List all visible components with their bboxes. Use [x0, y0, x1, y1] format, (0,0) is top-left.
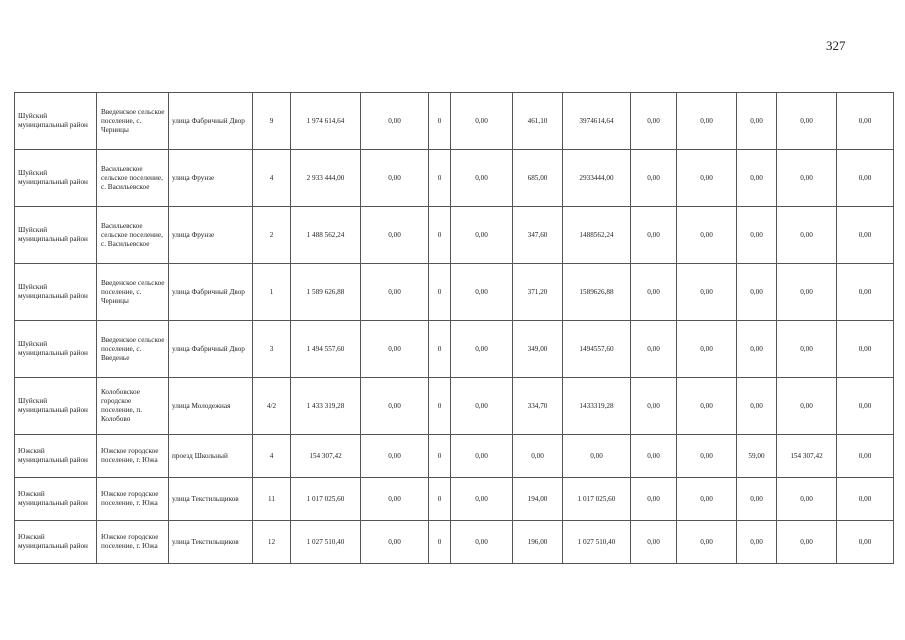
page-number: 327 [826, 38, 846, 53]
table-row [15, 435, 894, 478]
cell-total-cost: 1 494 557,60 [291, 321, 361, 378]
cell-col-11: 0,00 [631, 478, 677, 521]
cell-district: Шуйский муниципальный район [15, 321, 97, 378]
cell-col-13: 0,00 [737, 150, 777, 207]
cell-col-11: 0,00 [631, 321, 677, 378]
cell-col-12: 0,00 [677, 93, 737, 150]
cell-cost: 1 027 510,40 [563, 521, 631, 564]
cell-col-15: 0,00 [837, 478, 894, 521]
cell-district: Шуйский муниципальный район [15, 264, 97, 321]
cell-col-14: 0,00 [777, 478, 837, 521]
cell-house-number: 11 [253, 478, 291, 521]
cell-street: улица Текстильщиков [169, 521, 253, 564]
cell-col-14: 154 307,42 [777, 435, 837, 478]
table-row [15, 93, 894, 150]
cell-area: 461,10 [513, 93, 563, 150]
cell-col-15: 0,00 [837, 150, 894, 207]
cell-col-7: 0 [429, 93, 451, 150]
cell-settlement: Введенское сельское поселение, с. Введенье [97, 321, 169, 378]
cell-street: проезд Школьный [169, 435, 253, 478]
cell-total-cost: 1 017 025,60 [291, 478, 361, 521]
cell-col-15: 0,00 [837, 378, 894, 435]
cell-district: Шуйский муниципальный район [15, 150, 97, 207]
cell-house-number: 4 [253, 150, 291, 207]
cell-col-14: 0,00 [777, 521, 837, 564]
cell-col-8: 0,00 [451, 478, 513, 521]
cell-house-number: 2 [253, 207, 291, 264]
cell-district: Южский муниципальный район [15, 435, 97, 478]
cell-col-14: 0,00 [777, 93, 837, 150]
cell-total-cost: 154 307,42 [291, 435, 361, 478]
cell-total-cost: 1 488 562,24 [291, 207, 361, 264]
cell-col-13: 0,00 [737, 93, 777, 150]
cell-cost: 3974614,64 [563, 93, 631, 150]
cell-district: Южский муниципальный район [15, 521, 97, 564]
cell-col-12: 0,00 [677, 207, 737, 264]
cell-col-7: 0 [429, 321, 451, 378]
cell-settlement: Южское городское поселение, г. Южа [97, 435, 169, 478]
cell-col-8: 0,00 [451, 521, 513, 564]
cell-col-14: 0,00 [777, 207, 837, 264]
table-row [15, 521, 894, 564]
cell-settlement: Южское городское поселение, г. Южа [97, 478, 169, 521]
cell-total-cost: 1 433 319,28 [291, 378, 361, 435]
cell-col-8: 0,00 [451, 264, 513, 321]
cell-col-12: 0,00 [677, 435, 737, 478]
cell-cost: 1589626,88 [563, 264, 631, 321]
cell-total-cost: 1 589 626,88 [291, 264, 361, 321]
cell-col-6: 0,00 [361, 264, 429, 321]
cell-col-14: 0,00 [777, 321, 837, 378]
cell-col-13: 0,00 [737, 264, 777, 321]
cell-cost: 1488562,24 [563, 207, 631, 264]
cell-house-number: 1 [253, 264, 291, 321]
cell-col-6: 0,00 [361, 521, 429, 564]
cell-house-number: 4 [253, 435, 291, 478]
cell-col-8: 0,00 [451, 150, 513, 207]
cell-col-11: 0,00 [631, 207, 677, 264]
cell-col-11: 0,00 [631, 435, 677, 478]
cell-street: улица Фрунзе [169, 150, 253, 207]
cell-total-cost: 1 027 510,40 [291, 521, 361, 564]
cell-col-15: 0,00 [837, 321, 894, 378]
cell-col-14: 0,00 [777, 378, 837, 435]
cell-col-8: 0,00 [451, 93, 513, 150]
cell-col-6: 0,00 [361, 93, 429, 150]
cell-col-12: 0,00 [677, 264, 737, 321]
cell-street: улица Молодежная [169, 378, 253, 435]
cell-col-6: 0,00 [361, 150, 429, 207]
table-row [15, 207, 894, 264]
cell-district: Шуйский муниципальный район [15, 207, 97, 264]
cell-house-number: 4/2 [253, 378, 291, 435]
cell-col-7: 0 [429, 150, 451, 207]
cell-col-11: 0,00 [631, 378, 677, 435]
cell-area: 194,00 [513, 478, 563, 521]
cell-area: 371,20 [513, 264, 563, 321]
cell-col-7: 0 [429, 264, 451, 321]
cell-col-11: 0,00 [631, 150, 677, 207]
cell-col-8: 0,00 [451, 435, 513, 478]
cell-col-7: 0 [429, 378, 451, 435]
cell-settlement: Васильевское сельское поселение, с. Васильевское [97, 207, 169, 264]
cell-col-15: 0,00 [837, 435, 894, 478]
table-row [15, 321, 894, 378]
cell-col-12: 0,00 [677, 521, 737, 564]
cell-col-15: 0,00 [837, 521, 894, 564]
cell-settlement: Введенское сельское поселение, с. Черницы [97, 264, 169, 321]
cell-total-cost: 1 974 614,64 [291, 93, 361, 150]
cell-col-15: 0,00 [837, 264, 894, 321]
cell-col-13: 0,00 [737, 321, 777, 378]
cell-cost: 1433319,28 [563, 378, 631, 435]
cell-col-13: 0,00 [737, 521, 777, 564]
cell-col-6: 0,00 [361, 478, 429, 521]
cell-col-6: 0,00 [361, 207, 429, 264]
cell-col-13: 0,00 [737, 378, 777, 435]
cell-col-11: 0,00 [631, 521, 677, 564]
cell-col-8: 0,00 [451, 378, 513, 435]
cell-col-13: 0,00 [737, 478, 777, 521]
cell-col-12: 0,00 [677, 150, 737, 207]
cell-col-13: 59,00 [737, 435, 777, 478]
cell-cost: 1494557,60 [563, 321, 631, 378]
cell-area: 685,00 [513, 150, 563, 207]
cell-cost: 0,00 [563, 435, 631, 478]
cell-col-8: 0,00 [451, 321, 513, 378]
table-row [15, 150, 894, 207]
cell-street: улица Фрунзе [169, 207, 253, 264]
cell-total-cost: 2 933 444,00 [291, 150, 361, 207]
cell-settlement: Колобовское городское поселение, п. Колобово [97, 378, 169, 435]
cell-col-6: 0,00 [361, 435, 429, 478]
cell-area: 349,00 [513, 321, 563, 378]
cell-house-number: 12 [253, 521, 291, 564]
cell-area: 196,00 [513, 521, 563, 564]
cell-col-12: 0,00 [677, 478, 737, 521]
cell-col-14: 0,00 [777, 264, 837, 321]
data-table [14, 92, 894, 564]
cell-col-7: 0 [429, 478, 451, 521]
cell-district: Шуйский муниципальный район [15, 378, 97, 435]
cell-col-12: 0,00 [677, 378, 737, 435]
cell-settlement: Введенское сельское поселение, с. Черницы [97, 93, 169, 150]
cell-col-15: 0,00 [837, 207, 894, 264]
cell-area: 334,70 [513, 378, 563, 435]
cell-col-7: 0 [429, 207, 451, 264]
cell-house-number: 3 [253, 321, 291, 378]
cell-col-7: 0 [429, 521, 451, 564]
cell-col-15: 0,00 [837, 93, 894, 150]
cell-col-7: 0 [429, 435, 451, 478]
cell-col-8: 0,00 [451, 207, 513, 264]
table-row [15, 378, 894, 435]
cell-settlement: Южское городское поселение, г. Южа [97, 521, 169, 564]
cell-col-13: 0,00 [737, 207, 777, 264]
cell-street: улица Текстильщиков [169, 478, 253, 521]
cell-street: улица Фабричный Двор [169, 264, 253, 321]
cell-cost: 1 017 025,60 [563, 478, 631, 521]
cell-col-6: 0,00 [361, 321, 429, 378]
table-body [15, 93, 894, 564]
cell-col-14: 0,00 [777, 150, 837, 207]
cell-col-11: 0,00 [631, 264, 677, 321]
cell-area: 347,60 [513, 207, 563, 264]
cell-street: улица Фабричный Двор [169, 93, 253, 150]
cell-district: Шуйский муниципальный район [15, 93, 97, 150]
cell-district: Южский муниципальный район [15, 478, 97, 521]
cell-col-6: 0,00 [361, 378, 429, 435]
cell-area: 0,00 [513, 435, 563, 478]
cell-settlement: Васильевское сельское поселение, с. Васильевское [97, 150, 169, 207]
cell-street: улица Фабричный Двор [169, 321, 253, 378]
cell-cost: 2933444,00 [563, 150, 631, 207]
table-row [15, 264, 894, 321]
cell-house-number: 9 [253, 93, 291, 150]
cell-col-12: 0,00 [677, 321, 737, 378]
table-row [15, 478, 894, 521]
cell-col-11: 0,00 [631, 93, 677, 150]
